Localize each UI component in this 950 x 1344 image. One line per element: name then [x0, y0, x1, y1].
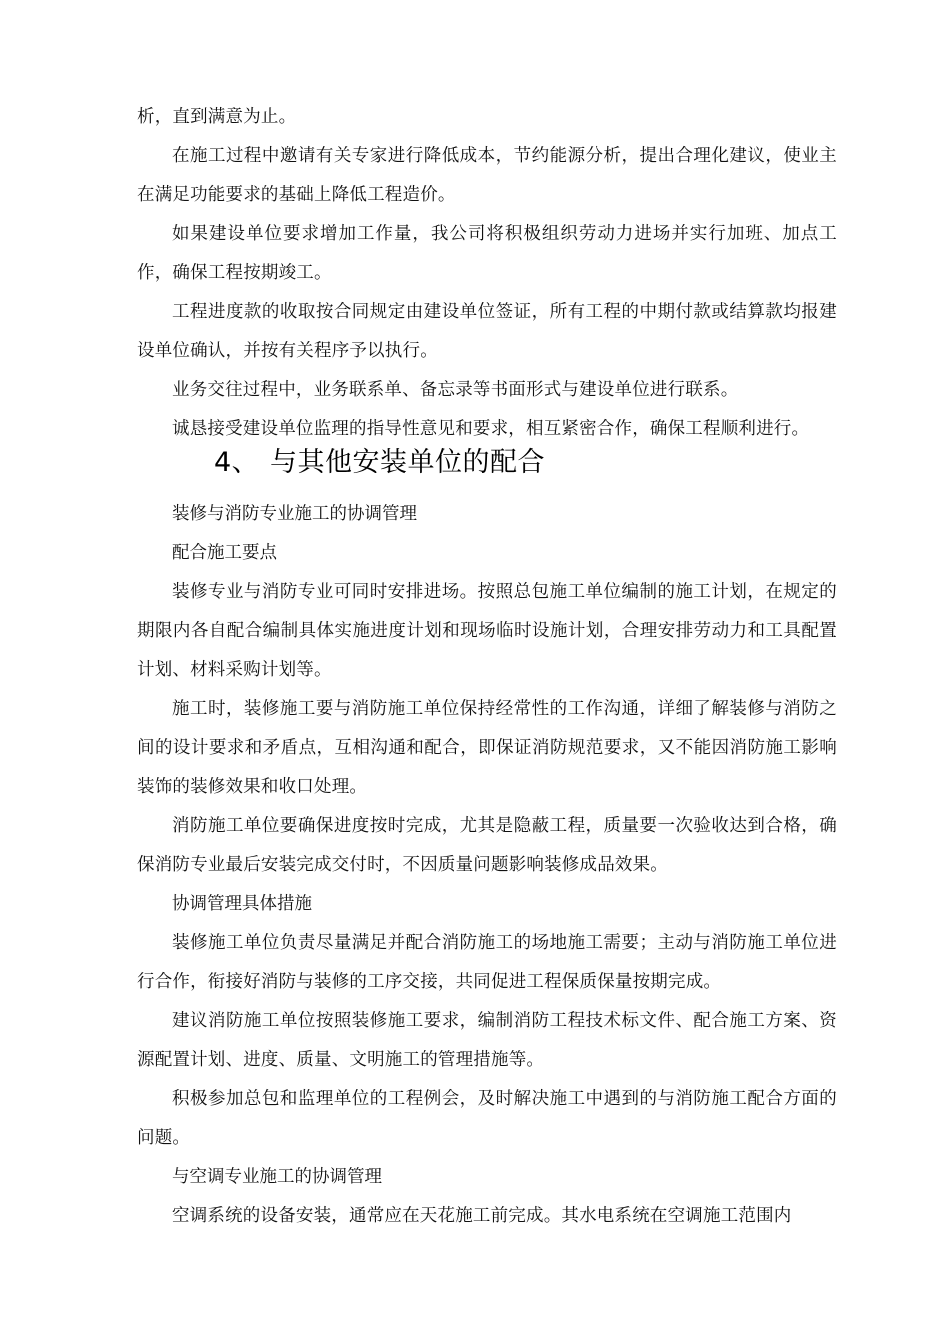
paragraph: 诚恳接受建设单位监理的指导性意见和要求，相互紧密合作，确保工程顺利进行。	[172, 419, 810, 439]
paragraph: 装修施工单位负责尽量满足并配合消防施工的场地施工需要；主动与消防施工单位进行合作，衔接好消防与装修的工序交接，共同促进工程保质保量按期完成。	[137, 933, 837, 992]
paragraph: 消防施工单位要确保进度按时完成，尤其是隐蔽工程，质量要一次验收达到合格，确保消防专业最后安装完成交付时，不因质量问题影响装修成品效果。	[137, 816, 837, 875]
section-number: 4、	[214, 447, 260, 478]
paragraph: 业务交往过程中，业务联系单、备忘录等书面形式与建设单位进行联系。	[172, 380, 739, 400]
section-title: 与其他安装单位的配合	[270, 447, 545, 478]
document-body	[137, 98, 837, 1236]
section-heading	[137, 443, 837, 483]
paragraph: 空调系统的设备安装，通常应在天花施工前完成。其水电系统在空调施工范围内	[172, 1206, 792, 1226]
paragraph: 施工时，装修施工要与消防施工单位保持经常性的工作沟通，详细了解装修与消防之间的设计要求和矛盾点，互相沟通和配合，即保证消防规范要求，又不能因消防施工影响装饰的装修效果和收口处理。	[137, 699, 837, 797]
paragraph: 如果建设单位要求增加工作量，我公司将积极组织劳动力进场并实行加班、加点工作，确保工程按期竣工。	[137, 224, 837, 283]
subheading: 装修与消防专业施工的协调管理	[172, 504, 417, 524]
subheading: 配合施工要点	[172, 543, 277, 563]
subheading: 协调管理具体措施	[172, 894, 312, 914]
paragraph: 积极参加总包和监理单位的工程例会，及时解决施工中遇到的与消防施工配合方面的问题。	[137, 1089, 837, 1148]
paragraph: 装修专业与消防专业可同时安排进场。按照总包施工单位编制的施工计划，在规定的期限内各自配合编制具体实施进度计划和现场临时设施计划，合理安排劳动力和工具配置计划、材料采购计划等。	[137, 582, 837, 680]
paragraph: 工程进度款的收取按合同规定由建设单位签证，所有工程的中期付款或结算款均报建设单位确认，并按有关程序予以执行。	[137, 302, 837, 361]
paragraph: 建议消防施工单位按照装修施工要求，编制消防工程技术标文件、配合施工方案、资源配置计划、进度、质量、文明施工的管理措施等。	[137, 1011, 837, 1070]
paragraph: 在施工过程中邀请有关专家进行降低成本，节约能源分析，提出合理化建议，使业主在满足功能要求的基础上降低工程造价。	[137, 146, 837, 205]
paragraph-continuation: 析，直到满意为止。	[137, 107, 297, 127]
subheading: 与空调专业施工的协调管理	[172, 1167, 382, 1187]
